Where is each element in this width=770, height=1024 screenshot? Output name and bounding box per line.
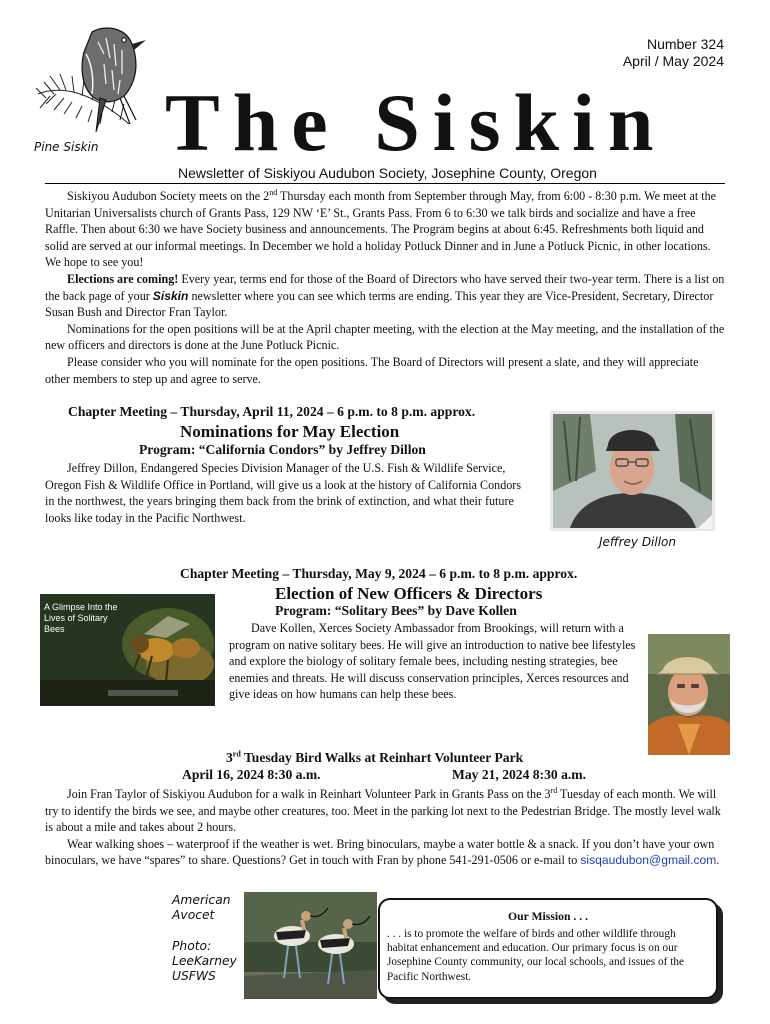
meeting-may-program: Program: “Solitary Bees” by Dave Kollen bbox=[275, 603, 517, 618]
bird-walks-body bbox=[45, 786, 725, 869]
mission-text: . . . is to promote the welfare of birds and other wildlife through habitat enhancement and education. Our primary focus is on our Josephine County community, our local schools, and issues of the Pacific Northwest. bbox=[387, 928, 685, 983]
avocet-caption: American Avocet Photo: LeeKarney USFWS bbox=[172, 893, 237, 983]
mission-title: Our Mission . . . bbox=[508, 910, 588, 923]
solitary-bees-title-card bbox=[40, 594, 215, 706]
newsletter-title: The Siskin bbox=[165, 77, 667, 168]
meeting-april-title: Nominations for May Election bbox=[180, 422, 400, 441]
intro-paragraph-consider: Please consider who you will nominate for the open positions. The Board of Directors will present a slate, and they will appreciate other members to step up and agree to serve. bbox=[45, 354, 699, 386]
bee-card-title: A Glimpse Into the Lives of Solitary Bees bbox=[44, 602, 118, 634]
intro-paragraph-meetings: Siskiyou Audubon Society meets on the 2nd Thursday each month from September through May, from 6:00 - 8:30 p.m. We meet at the Unitarian Universalists church of Grants Pass, 129 NW ‘E’ St., Grants Pass. From 6 to 6:30 we talk birds and socialize and have a free Raffle. Then about 6:30 we have Society business and announcements. The Program begins at about 6:45. Refreshments both liquid and solid are served at our informal meetings. In December we hold a holiday Potluck Dinner and in June a Potluck Picnic, in other locations. We hope to see you! bbox=[45, 187, 717, 270]
bird-walks-paragraph-gear: Wear walking shoes – waterproof if the weather is wet. Bring binoculars, maybe a water bottle & a snack. If you don’t have your own binoculars, we have “spares” to share. Questions? Get in touch with Fran by phone 541-291-0506 or e-mail to sisqaudubon@gmail.com. bbox=[45, 836, 720, 868]
meeting-april-heading: Chapter Meeting – Thursday, April 11, 2024 – 6 p.m. to 8 p.m. approx. bbox=[68, 404, 476, 419]
elections-lead: Elections are coming! bbox=[67, 271, 179, 286]
meeting-may-heading: Chapter Meeting – Thursday, May 9, 2024 – 6 p.m. to 8 p.m. approx. bbox=[180, 566, 578, 581]
meeting-may-title: Election of New Officers & Directors bbox=[275, 584, 543, 603]
mission-statement-box bbox=[378, 898, 718, 999]
intro-paragraph-elections: Elections are coming! Every year, terms end for those of the Board of Directors who have served their two-year term. There is a list on the back page of your Siskin newsletter where you can see which terms are ending. This year they are Vice-President, Secretary, Director Susan Bush and Director Fran Taylor. bbox=[45, 271, 725, 320]
bird-walk-date-april: April 16, 2024 8:30 a.m. bbox=[182, 767, 321, 782]
siskin-name: Siskin bbox=[152, 288, 189, 303]
jeffrey-dillon-photo bbox=[550, 411, 715, 531]
dave-kollen-photo bbox=[648, 634, 730, 755]
issue-date: April / May 2024 bbox=[622, 53, 724, 69]
meeting-april-body: Jeffrey Dillon, Endangered Species Division Manager of the U.S. Fish & Wildlife Service, Oregon Fish & Wildlife Office in Portland, will give us a look at the history of California Condors in the northwest, the years bringing them back from the brink of extinction, and what their future looks like today in the Pacific Northwest. bbox=[45, 461, 522, 525]
issue-info bbox=[623, 36, 724, 70]
bird-walks-paragraph-join: Join Fran Taylor of Siskiyou Audubon for a walk in Reinhart Volunteer Park in Grants Pass on the 3rd Tuesday of each month. We will try to identify the birds we see, and maybe other creatures, too. Meet in the parking lot next to the Pedestrian Bridge. The mostly level walk is about a mile and takes about 2 hours. bbox=[45, 785, 721, 835]
american-avocet-photo bbox=[244, 892, 377, 999]
jeffrey-dillon-caption: Jeffrey Dillon bbox=[599, 535, 677, 549]
newsletter-subtitle: Newsletter of Siskiyou Audubon Society, Josephine County, Oregon bbox=[178, 165, 597, 181]
meeting-may-body: Dave Kollen, Xerces Society Ambassador from Brookings, will return with a program on native solitary bees. He will give an introduction to native bee lifestyles and explore the biology of solitary female bees, including nesting strategies, bee enemies and threats. He will discuss conservation principles, Xerces resources and give ideas on how humans can help these bees. bbox=[229, 621, 636, 702]
pine-siskin-logo bbox=[34, 24, 162, 136]
intro-section bbox=[45, 188, 725, 387]
meeting-april-program: Program: “California Condors” by Jeffrey Dillon bbox=[139, 442, 426, 457]
intro-paragraph-nominations: Nominations for the open positions will be at the April chapter meeting, with the election at the May meeting, and the installation of the new officers and directors is done at the June Potluck Picnic. bbox=[45, 321, 725, 353]
logo-caption: Pine Siskin bbox=[34, 140, 99, 154]
bird-walks-title: 3rd Tuesday Bird Walks at Reinhart Volunteer Park bbox=[226, 749, 524, 765]
bird-walk-date-may: May 21, 2024 8:30 a.m. bbox=[452, 767, 587, 782]
contact-email-link[interactable]: sisqaudubon@gmail.com bbox=[580, 853, 717, 868]
issue-number: Number 324 bbox=[646, 36, 724, 52]
masthead-rule bbox=[45, 183, 725, 184]
